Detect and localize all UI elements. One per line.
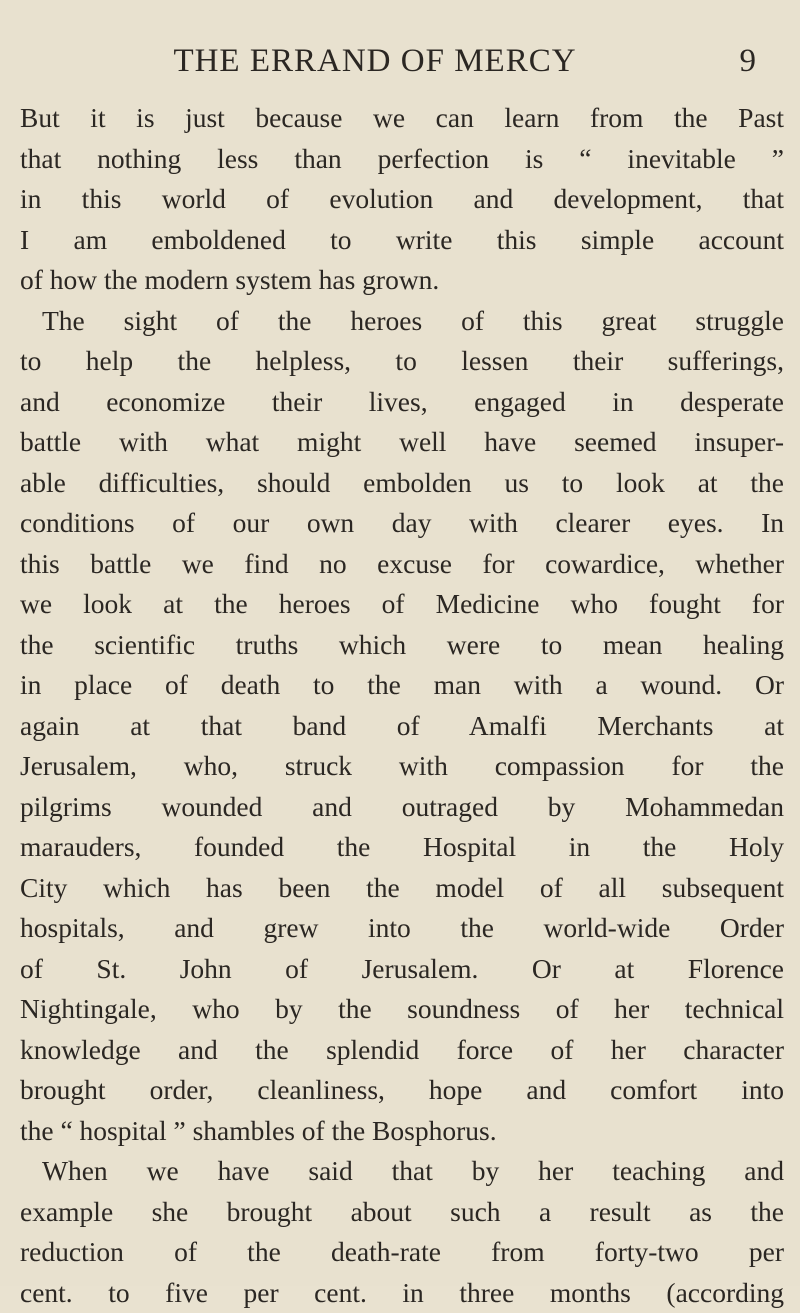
text-line: in this world of evolution and development, that [20, 179, 784, 220]
text-line: hospitals, and grew into the world-wide Order [20, 908, 784, 949]
text-line: pilgrims wounded and outraged by Mohammedan [20, 787, 784, 828]
text-line: reduction of the death-rate from forty-two per [20, 1232, 784, 1273]
text-line: knowledge and the splendid force of her character [20, 1030, 784, 1071]
text-line: But it is just because we can learn from the Past [20, 98, 784, 139]
text-line: of St. John of Jerusalem. Or at Florence [20, 949, 784, 990]
text-line: cent. to five per cent. in three months (according [20, 1273, 784, 1313]
text-line: Nightingale, who by the soundness of her technical [20, 989, 784, 1030]
text-line: again at that band of Amalfi Merchants at [20, 706, 784, 747]
text-line: and economize their lives, engaged in desperate [20, 382, 784, 423]
body-text [20, 98, 784, 1313]
text-line: marauders, founded the Hospital in the Holy [20, 827, 784, 868]
text-line: that nothing less than perfection is “ inevitable ” [20, 139, 784, 180]
text-line: Jerusalem, who, struck with compassion for the [20, 746, 784, 787]
text-line: conditions of our own day with clearer eyes. In [20, 503, 784, 544]
text-line: the scientific truths which were to mean healing [20, 625, 784, 666]
text-line: to help the helpless, to lessen their sufferings, [20, 341, 784, 382]
running-head [20, 38, 780, 84]
text-line: The sight of the heroes of this great struggle [20, 301, 784, 342]
text-line: battle with what might well have seemed insuper- [20, 422, 784, 463]
text-line: of how the modern system has grown. [20, 260, 784, 301]
text-line: brought order, cleanliness, hope and comfort into [20, 1070, 784, 1111]
page-number: 9 [740, 38, 757, 84]
text-line: this battle we find no excuse for cowardice, whether [20, 544, 784, 585]
running-title: THE ERRAND OF MERCY [140, 38, 610, 84]
text-line: example she brought about such a result as the [20, 1192, 784, 1233]
text-line: we look at the heroes of Medicine who fought for [20, 584, 784, 625]
text-line: I am emboldened to write this simple account [20, 220, 784, 261]
text-line: When we have said that by her teaching and [20, 1151, 784, 1192]
text-line: in place of death to the man with a wound. Or [20, 665, 784, 706]
text-line: the “ hospital ” shambles of the Bosphorus. [20, 1111, 784, 1152]
text-line: able difficulties, should embolden us to look at the [20, 463, 784, 504]
text-line: City which has been the model of all subsequent [20, 868, 784, 909]
